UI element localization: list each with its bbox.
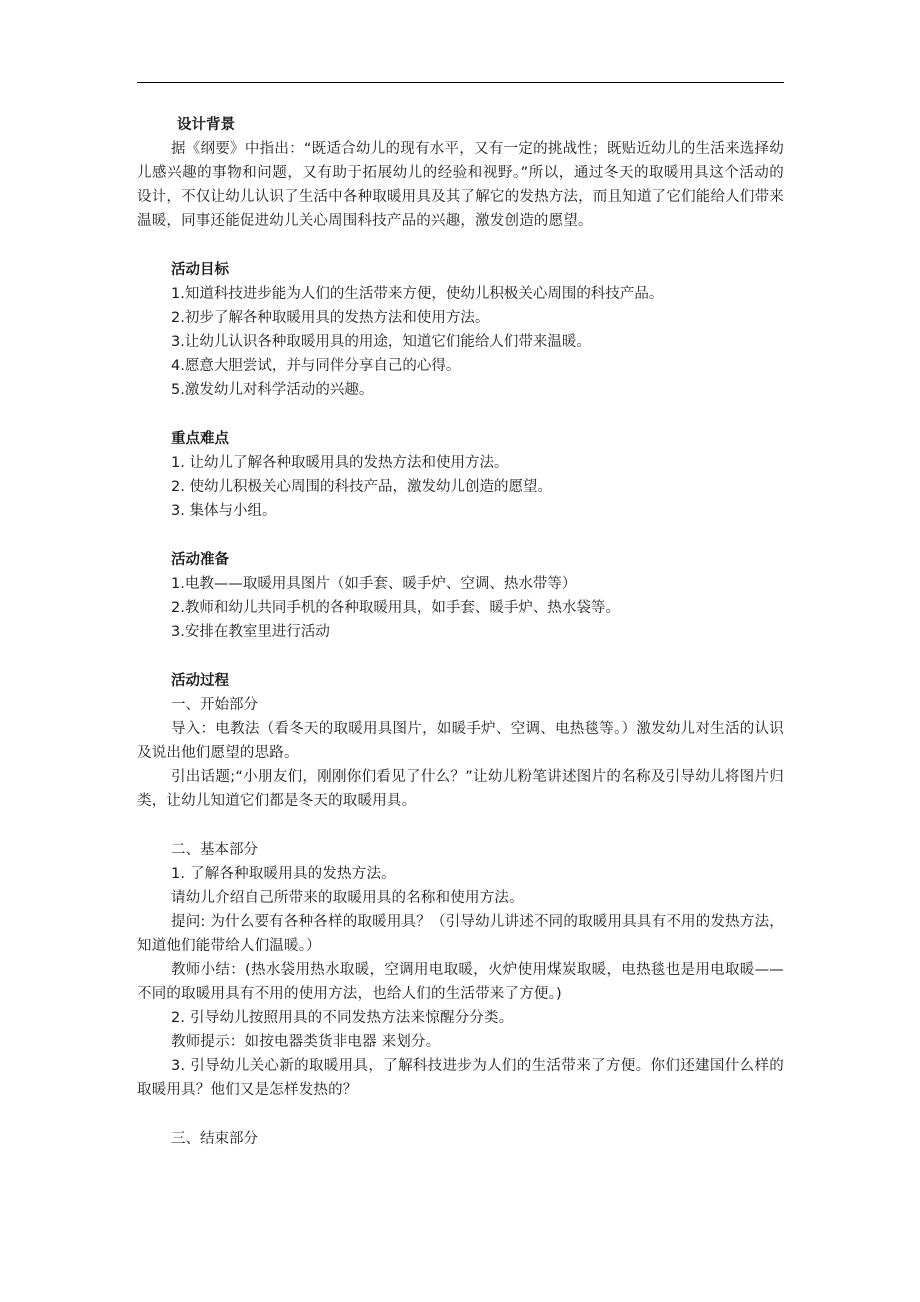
goal-item: 2.初步了解各种取暖用具的发热方法和使用方法。: [171, 310, 490, 326]
spacer: [137, 523, 784, 548]
spacer: [137, 233, 784, 258]
part2-line: 教师提示：如按电器类货非电器 来划分。: [171, 1034, 441, 1050]
spacer: [137, 644, 784, 669]
part2-title: 二、基本部分: [171, 842, 258, 858]
goal-item: 1.知道科技进步能为人们的生活带来方便，使幼儿积极关心周围的科技产品。: [171, 286, 664, 302]
background-heading: 设计背景: [177, 117, 235, 133]
part1-topic-paragraph: 引出话题;“小朋友们，刚刚你们看见了什么？”让幼儿粉笔讲述图片的名称及引导幼儿将图片归类，让幼儿知道它们都是冬天的取暖用具。: [137, 769, 784, 809]
document-body: [137, 113, 784, 1151]
key-point-item: 2. 使幼儿积极关心周围的科技产品，激发幼儿创造的愿望。: [171, 479, 552, 495]
process-heading: 活动过程: [171, 673, 229, 689]
part2-line: 3. 引导幼儿关心新的取暖用具，了解科技进步为人们的生活带来了方便。你们还建国什么样的取暖用具？他们又是怎样发热的？: [137, 1058, 784, 1098]
part2-line: 提问: 为什么要有各种各样的取暖用具？（引导幼儿讲述不同的取暖用具具有不用的发热方法，知道他们能带给人们温暖。）: [137, 914, 784, 954]
goal-item: 5.激发幼儿对科学活动的兴趣。: [171, 382, 374, 398]
part1-intro-paragraph: 导入：电教法（看冬天的取暖用具图片，如暖手炉、空调、电热毯等。）激发幼儿对生活的认识及说出他们愿望的思路。: [137, 721, 784, 761]
spacer: [137, 402, 784, 427]
part2-line: 请幼儿介绍自己所带来的取暖用具的名称和使用方法。: [171, 890, 524, 906]
part1-title: 一、开始部分: [171, 697, 258, 713]
preparation-item: 2.教师和幼儿共同手机的各种取暖用具，如手套、暖手炉、热水袋等。: [171, 600, 620, 616]
part2-line: 2. 引导幼儿按照用具的不同发热方法来惊醒分分类。: [171, 1010, 514, 1026]
spacer: [137, 1102, 784, 1127]
part2-line: 1. 了解各种取暖用具的发热方法。: [171, 866, 396, 882]
key-points-heading: 重点难点: [171, 431, 229, 447]
header-rule: [137, 82, 784, 83]
goal-item: 3.让幼儿认识各种取暖用具的用途，知道它们能给人们带来温暖。: [171, 334, 591, 350]
key-point-item: 3. 集体与小组。: [171, 503, 277, 519]
preparation-item: 3.安排在教室里进行活动: [171, 624, 330, 640]
spacer: [137, 813, 784, 838]
preparation-heading: 活动准备: [171, 552, 229, 568]
part2-line: 教师小结：(热水袋用热水取暖，空调用电取暖，火炉使用煤炭取暖，电热毯也是用电取暖——不同的取暖用具有不用的使用方法，也给人们的生活带来了方便。): [137, 962, 784, 1002]
part3-title: 三、结束部分: [171, 1131, 258, 1147]
goal-item: 4.愿意大胆尝试，并与同伴分享自己的心得。: [171, 358, 461, 374]
key-point-item: 1. 让幼儿了解各种取暖用具的发热方法和使用方法。: [171, 455, 509, 471]
background-paragraph: 据《纲要》中指出：“既适合幼儿的现有水平，又有一定的挑战性；既贴近幼儿的生活来选择幼儿感兴趣的事物和问题，又有助于拓展幼儿的经验和视野。”所以，通过冬天的取暖用具这个活动的设计，不仅让幼儿认识了生活中各种取暖用具及其了解它的发热方法，而且知道了它们能给人们带来温暖，同事还能促进幼儿关心周围科技产品的兴趣，激发创造的愿望。: [137, 141, 784, 229]
preparation-item: 1.电教——取暖用具图片（如手套、暖手炉、空调、热水带等）: [171, 576, 577, 592]
goals-heading: 活动目标: [171, 262, 229, 278]
